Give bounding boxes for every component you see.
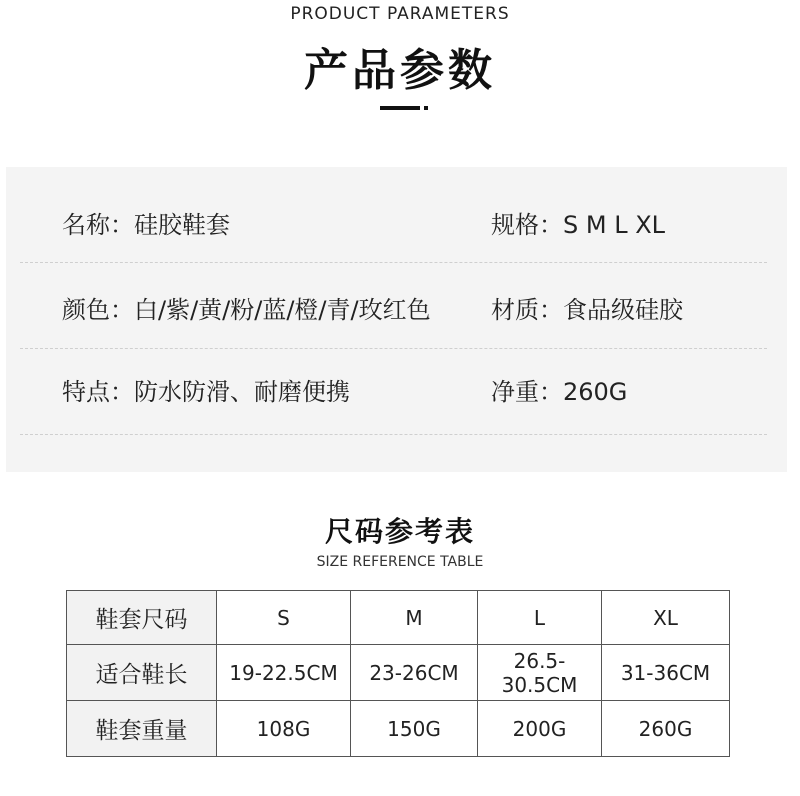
param-weight: 净重：260G [491,378,628,406]
table-cell: 31-36CM [602,645,730,701]
row-divider [20,348,767,349]
table-cell: 108G [217,701,351,757]
table-cell: 19-22.5CM [217,645,351,701]
param-feature: 特点：防水防滑、耐磨便携 [62,378,350,406]
row-divider [20,434,767,435]
heading-underline-dot [424,106,428,110]
param-row-2 [6,290,787,330]
table-cell-header: 鞋套重量 [67,701,217,757]
heading-underline [380,106,420,110]
size-table-title: 尺码参考表 [324,515,475,548]
table-cell: 23-26CM [351,645,478,701]
english-heading: PRODUCT PARAMETERS [290,4,510,24]
table-row [67,701,730,757]
param-spec: 规格：S M L XL [491,211,666,239]
param-row-3 [6,372,787,412]
table-cell: M [351,591,478,645]
params-panel [6,167,787,472]
param-color: 颜色：白/紫/黄/粉/蓝/橙/青/玫红色 [62,296,431,324]
table-row [67,645,730,701]
table-cell: XL [602,591,730,645]
table-cell: 26.5-30.5CM [478,645,602,701]
table-row [67,591,730,645]
size-table [66,590,730,757]
table-cell-header: 适合鞋长 [67,645,217,701]
size-table-subtitle: SIZE REFERENCE TABLE [316,554,484,570]
page-title: 产品参数 [304,45,496,96]
param-material: 材质：食品级硅胶 [491,296,683,324]
param-name: 名称：硅胶鞋套 [62,211,230,239]
table-cell-header: 鞋套尺码 [67,591,217,645]
row-divider [20,262,767,263]
table-cell: 260G [602,701,730,757]
table-cell: 200G [478,701,602,757]
table-cell: S [217,591,351,645]
table-cell: 150G [351,701,478,757]
table-cell: L [478,591,602,645]
param-row-1 [6,205,787,245]
